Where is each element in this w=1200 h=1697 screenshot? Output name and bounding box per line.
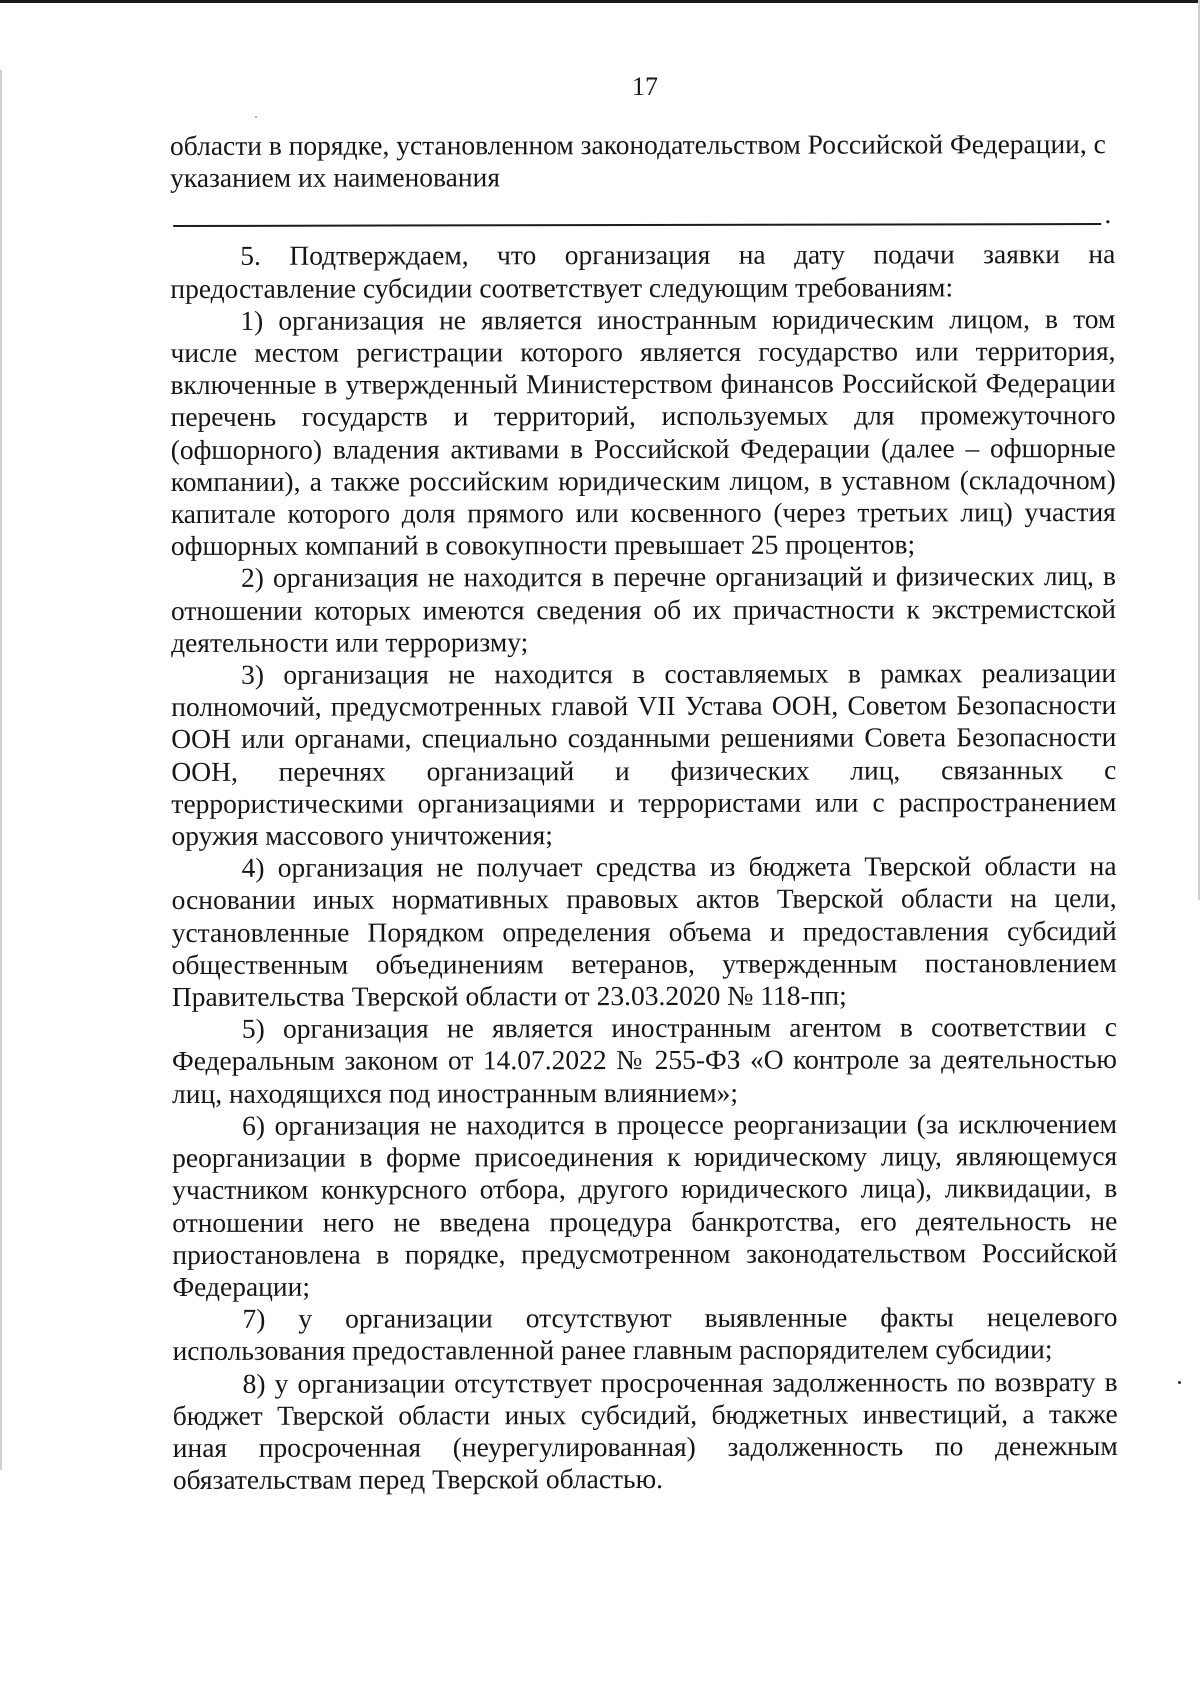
scan-border-left [0, 70, 2, 1470]
requirement-item-3: 3) организация не находится в составляемых в рамках реализации полномочий, предусмотренных главой VII Устава ООН, Советом Безопасности ООН или органами, специально созданными решениями Совета Безопасности ООН, перечнях организаций и физических лиц, связанных с террористическими организациями и террористами или с распространением оружия массового уничтожения; [171, 657, 1117, 852]
fill-in-blank-line [170, 192, 1115, 236]
underline-rule [173, 223, 1101, 227]
page-number: 17 [632, 72, 658, 101]
blank-line-period: . [1104, 199, 1112, 230]
requirement-item-2: 2) организация не находится в перечне организаций и физических лиц, в отношении которых имеются сведения об их причастности к экстремистской деятельности или терроризму; [170, 560, 1117, 658]
requirement-item-5: 5) организация не является иностранным агентом в соответствии с Федеральным законом от 14.07.2022 № 255-ФЗ «О контроле за деятельностью лиц, находящихся под иностранным влиянием»; [171, 1011, 1117, 1109]
continuation-text: области в порядке, установленном законодательством Российской Федерации, с указанием их наименования [170, 128, 1106, 194]
paragraph-5-confirmation: 5. Подтверждаем, что организация на дату подачи заявки на предоставление субсидии соответствует следующим требованиям: [170, 238, 1116, 304]
requirement-item-1: 1) организация не является иностранным юридическим лицом, в том числе местом регистрации которого является государство или территория, включенные в утвержденный Министерством финансов Российской Федерации перечень государств и территорий, используемых для промежуточного (офшорного) владения активами в Российской Федерации (далее – офшорные компании), а также российским юридическим лицом, в уставном (складочном) капитале которого доля прямого или косвенного (через третьих лиц) участия офшорных компаний в совокупности превышает 25 процентов; [170, 302, 1116, 562]
requirement-item-7: 7) у организации отсутствуют выявленные факты нецелевого использования предоставленной ранее главным распорядителем субсидии; [172, 1301, 1118, 1367]
document-body [170, 128, 1118, 1496]
requirement-item-6: 6) организация не находится в процессе реорганизации (за исключением реорганизации в форме присоединения к юридическому лицу, являющемуся участником конкурсного отбора, другого юридического лица), ликвидации, в отношении него не введена процедура банкротства, его деятельность не приостановлена в порядке, предусмотренном законодательством Российской Федерации; [172, 1107, 1118, 1302]
scan-speck [1178, 1381, 1181, 1384]
requirement-item-8: 8) у организации отсутствует просроченная задолженность по возврату в бюджет Тверской области иных субсидий, бюджетных инвестиций, а также иная просроченная (неурегулированная) задолженность по денежным обязательствам перед Тверской областью. [172, 1365, 1118, 1496]
requirement-item-4: 4) организация не получает средства из бюджета Тверской области на основании иных нормативных правовых актов Тверской области на цели, установленные Порядком определения объема и предоставления субсидий общественным объединениям ветеранов, утвержденным постановлением Правительства Тверской области от 23.03.2020 № 118-пп; [171, 850, 1117, 1013]
scan-border-top [0, 0, 1200, 3]
scan-speck [255, 116, 257, 118]
